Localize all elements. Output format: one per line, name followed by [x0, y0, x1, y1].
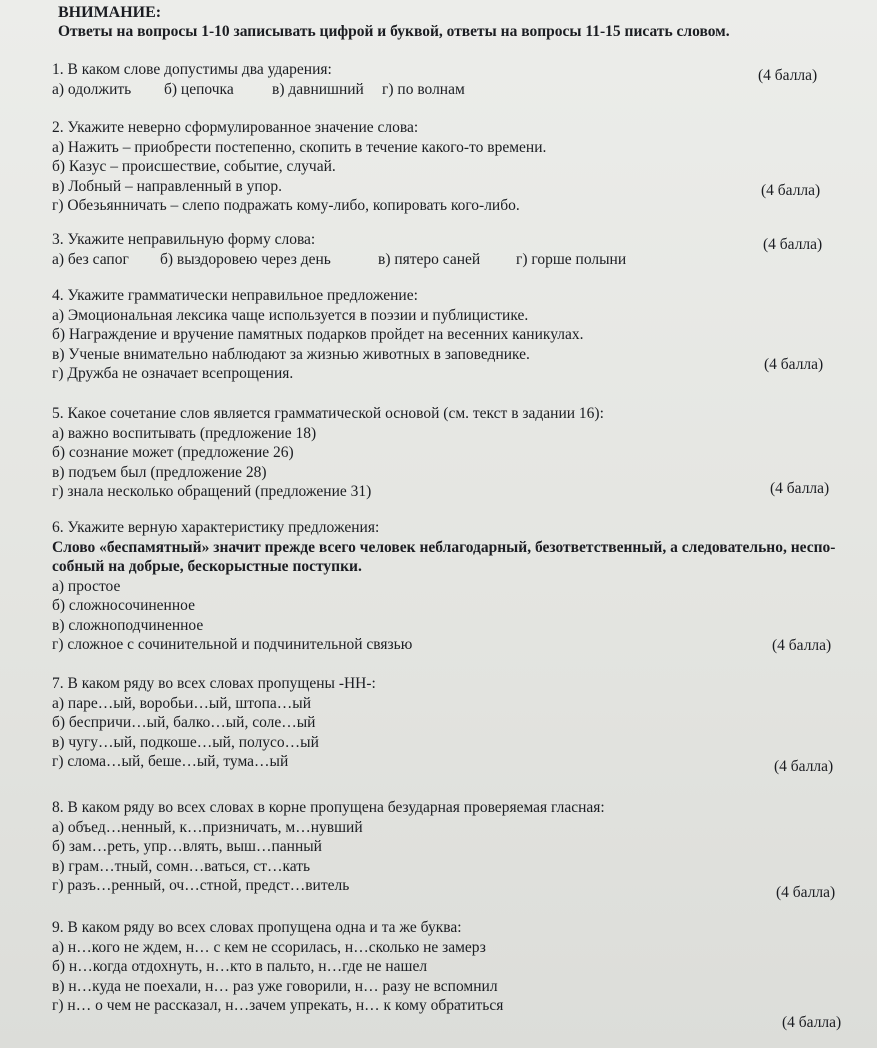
option-d: г) знала несколько обращений (предложение 31)	[52, 483, 372, 500]
question-prompt: 4. Укажите грамматически неправильное предложение:	[52, 287, 418, 304]
points-label: (4 балла)	[761, 182, 821, 199]
points-label: (4 балла)	[776, 884, 836, 901]
points-label: (4 балла)	[782, 1014, 842, 1031]
option-a: а) Нажить – приобрести постепенно, скопить в течение какого-то времени.	[52, 138, 547, 156]
question-prompt: 3. Укажите неправильную форму слова:	[52, 231, 316, 248]
question-3	[52, 230, 842, 269]
option-b: б) н…когда отдохнуть, н…кто в пальто, н…где не нашел	[52, 958, 428, 975]
option-d: г) разъ…ренный, оч…стной, предст…витель	[52, 877, 350, 894]
instructions-header	[58, 4, 858, 41]
option-c: в) давнишний	[272, 80, 364, 98]
option-a: а) без сапог	[52, 250, 129, 268]
option-c: в) подъем был (предложение 28)	[52, 463, 267, 481]
option-a: а) важно воспитывать (предложение 18)	[52, 424, 317, 442]
option-d: г) Обезьянничать – слепо подражать кому-либо, копировать кого-либо.	[52, 197, 520, 214]
option-d: г) слома…ый, беше…ый, тума…ый	[52, 753, 289, 770]
question-9	[52, 918, 842, 1016]
option-b: б) выздоровею через день	[160, 250, 331, 268]
option-a: а) паре…ый, воробьи…ый, штопа…ый	[52, 694, 311, 712]
question-5	[52, 404, 842, 502]
points-label: (4 балла)	[763, 236, 823, 253]
sentence-line-2: собный на добрые, бескорыстные поступки.	[52, 558, 362, 575]
sentence-line-1: Слово «беспамятный» значит прежде всего человек неблагодарный, безответственный, а следовательно, неспо-	[52, 538, 836, 556]
option-c: в) Лобный – направленный в упор.	[52, 177, 283, 195]
question-prompt: 8. В каком ряду во всех словах в корне пропущена безударная проверяемая гласная:	[52, 799, 605, 816]
option-a: а) объед…ненный, к…призничать, м…нувший	[52, 818, 363, 836]
points-label: (4 балла)	[772, 637, 832, 654]
options-row	[52, 80, 842, 100]
option-c: в) н…куда не поехали, н… раз уже говорили, н… разу не вспомнил	[52, 977, 498, 995]
option-d: г) сложное с сочинительной и подчинительной связью	[52, 636, 413, 653]
option-c: в) Ученые внимательно наблюдают за жизнью животных в заповеднике.	[52, 345, 530, 363]
question-prompt: 5. Какое сочетание слов является грамматической основой (см. текст в задании 16):	[52, 405, 604, 422]
option-d: г) по волнам	[382, 80, 465, 98]
option-c: в) пятеро саней	[378, 250, 481, 268]
question-1	[52, 60, 842, 99]
attention-title: ВНИМАНИЕ:	[58, 4, 162, 21]
question-4	[52, 286, 842, 384]
option-b: б) Казус – происшествие, событие, случай.	[52, 158, 336, 175]
option-b: б) сложносочиненное	[52, 597, 195, 614]
question-prompt: 9. В каком ряду во всех словах пропущена одна и та же буква:	[52, 919, 462, 936]
answer-instructions: Ответы на вопросы 1-10 записывать цифрой и буквой, ответы на вопросы 11-15 писать словом.	[58, 23, 730, 40]
option-d: г) н… о чем не рассказал, н…зачем упрекать, н… к кому обратиться	[52, 997, 504, 1014]
question-prompt: 6. Укажите верную характеристику предложения:	[52, 519, 380, 536]
option-d: г) Дружба не означает всепрощения.	[52, 365, 294, 382]
options-row	[52, 250, 842, 270]
option-b: б) сознание может (предложение 26)	[52, 444, 294, 461]
question-prompt: 1. В каком слове допустимы два ударения:	[52, 61, 332, 78]
option-c: в) грам…тный, сомн…ваться, ст…кать	[52, 857, 311, 875]
option-d: г) горше полыни	[516, 250, 627, 268]
question-6	[52, 518, 842, 655]
option-b: б) зам…реть, упр…влять, выш…панный	[52, 838, 322, 855]
question-prompt: 7. В каком ряду во всех словах пропущены -НН-:	[52, 675, 376, 692]
question-7	[52, 674, 842, 772]
option-a: а) одолжить	[52, 80, 132, 98]
question-8	[52, 798, 842, 896]
option-b: б) беспричи…ый, балко…ый, соле…ый	[52, 714, 316, 731]
option-c: в) сложноподчиненное	[52, 616, 204, 634]
question-2	[52, 118, 842, 216]
points-label: (4 балла)	[774, 758, 834, 775]
points-label: (4 балла)	[770, 480, 830, 497]
option-a: а) Эмоциональная лексика чаще используется в поэзии и публицистике.	[52, 306, 529, 324]
option-b: б) Награждение и вручение памятных подарков пройдет на весенних каникулах.	[52, 326, 584, 343]
option-a: а) простое	[52, 577, 121, 595]
points-label: (4 балла)	[764, 356, 824, 373]
points-label: (4 балла)	[758, 67, 818, 84]
option-b: б) цепочка	[164, 80, 234, 98]
option-a: а) н…кого не ждем, н… с кем не ссорилась, н…сколько не замерз	[52, 938, 486, 956]
option-c: в) чугу…ый, подкоше…ый, полусо…ый	[52, 733, 319, 751]
question-prompt: 2. Укажите неверно сформулированное значение слова:	[52, 119, 419, 136]
